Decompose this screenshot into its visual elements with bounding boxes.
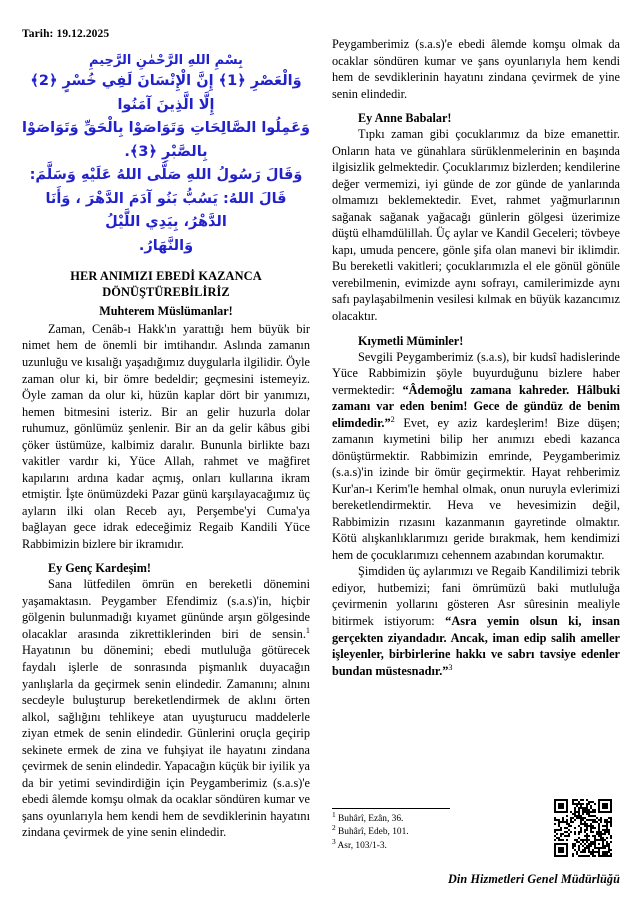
left-column <box>22 28 310 905</box>
paragraph-4 <box>332 349 620 564</box>
paragraph-2 <box>22 576 310 841</box>
page-title <box>22 269 310 301</box>
paragraph-4-part-a: Sevgili Peygamberimiz (s.a.s), bir kudsî hadislerinde Yüce Rabbimizin şöyle buyurduğunu bizlere haber vermektedir: <box>332 349 620 397</box>
right-column <box>332 28 620 905</box>
footnote-number: 1 <box>332 809 336 819</box>
paragraph-5 <box>332 563 620 679</box>
paragraph-2-part-a: Sana lütfedilen ömrün en bereketli dönemini yaşamaktasın. Peygamber Efendimiz (s.a.s)'in, hiçbir gölgenin bulunmadığı kıyamet gününde arşın gölgesinde olacaklar arasında zikrettiklerinden biri de sensin. <box>22 577 310 641</box>
footnote-text: Buhârî, Edeb, 101. <box>338 827 409 838</box>
hadith-line-2: وَالنَّهَارُ. <box>138 237 194 254</box>
date-label: Tarih: 19.12.2025 <box>22 28 110 40</box>
salutation-ey-genc-kardesim: Ey Genç Kardeşim! <box>48 561 151 576</box>
footnote-text: Buhârî, Ezân, 36. <box>338 813 404 824</box>
salutation-kiymetli-muminler: Kıymetli Müminler! <box>358 333 464 348</box>
qr-code-icon <box>554 799 612 857</box>
hadith-intro-line: وَقَالَ رَسُولُ اللهِ صَلَّى اللهُ عَلَيْهِ وَسَلَّمَ: <box>29 167 303 184</box>
footnote-divider <box>332 808 450 809</box>
footnote-marker-3: 3 <box>448 662 453 672</box>
salutation-muhterem-muslumanlar: Muhterem Müslümanlar! <box>99 303 233 318</box>
salutation-ey-anne-babalar: Ey Anne Babalar! <box>358 111 452 126</box>
paragraph-1: Zaman, Cenâb-ı Hakk'ın yarattığı hem büyük bir nimet hem de önemli bir imtihandır. Aslında zamanın uzunluğu ve kısalığı yaşadığımız duygularla ilgilidir. Öyle zaman olur ki, bir ömre bedeldir; geçmesini istemeyiz. Öyle zaman da olur ki, hüzün kaplar dört bir yanımızı, hemen bitmesini isteriz. Bir an gelir huzurla dolar ruhumuz, gönlümüz şenlenir. Bir an da gelir kâbus gibi çöker üstümüze, kalbimiz daralır. Bununla birlikte bazı vakitler vardır ki, Yüce Allah, rahmet ve mağfiret kapılarını ardına kadar açmış, onları kullarına ikram etmiştir. İşte önümüzdeki Pazar günü karşılayacağımız üç ayların ilki olan Receb ayı, Perşembe'yi Cuma'ya bağlayan gece idrak edeceğimiz Regaib Kandili Yüce Rabbimizin bizlere bir ikramıdır. <box>22 321 310 551</box>
kudsi-hadith-quote: “Âdemoğlu zamana kahreder. Hâlbuki zamanı var eden benim! Gece de gündüz de benim elimdedir.” <box>332 382 620 430</box>
arabic-scripture-block <box>22 54 310 258</box>
basmala-text: بِسْمِ اللهِ الرَّحْمٰنِ الرَّحِيمِ <box>89 53 243 68</box>
hadith-line-1: قَالَ اللهُ: يَسُبُّ بَنُو آدَمَ الدَّهْرَ ، وَأَنَا الدَّهْرُ، بِيَدِي اللَّيْلُ <box>45 190 287 231</box>
paragraph-2-continued: Peygamberimiz (s.a.s)'e ebedi âlemde komşu olmak da ocaklar söndüren kumar ve şans oyunlarıyla hem kendi hem de sevdiklerinin hayatını zindana çevirmek de yine senin elindedir. <box>332 37 620 101</box>
footnote-text: Asr, 103/1-3. <box>337 840 387 851</box>
signature-line: Din Hizmetleri Genel Müdürlüğü <box>448 872 620 886</box>
footnote-number: 3 <box>332 836 336 846</box>
ayah-line-1: وَالْعَصْرِ ﴿1﴾ إِنَّ الْإِنْسَانَ لَفِي خُسْرٍ ﴿2﴾ إِلَّا الَّذِينَ آمَنُوا <box>30 73 302 113</box>
footnote-marker-1: 1 <box>305 625 310 635</box>
paragraph-2-part-b: Hayatının bu dönemini; ebedi mutluluğa götürecek faydalı işlerle de sonrasında pişmanlık duyacağın yanlışlarla da geçirmek senin elindedir. Zamanını; alnını secdeyle buluşturup bereketlendirmek de aklını örten alkol, sağlığını tehlikeye atan uyuşturucu maddelerle ziyan etmek de senin elindedir. Günlerini oruçla geçirip sekinete ermek de zina ve fuhşiyat ile hayatını zindana çevirmek de senin elindedir. Yapacağın küçük bir iyilik ya da bir yetimi sevindirdiğin için Peygamberimiz (s.a.s)'e ebedi âlemde komşu olmak da ocaklar söndüren kumar ve şans oyunlarıyla hem kendi hem de sevdiklerinin hayatını zindana çevirmek de yine senin elindedir. <box>22 643 310 840</box>
footnote-marker-2: 2 <box>390 414 395 424</box>
ayah-line-2: وَعَمِلُوا الصَّالِحَاتِ وَتَوَاصَوْا بِالْحَقِّ وَتَوَاصَوْا بِالصَّبْرِ ﴿3﴾. <box>22 120 310 160</box>
paragraph-4-part-b: Evet, ey aziz kardeşlerim! Bize düşen; zamanın kıymetini bilip her anımızı ebedi kazanca dönüştürmektir. Rabbimizin emrinde, Peygamberimiz (s.a.s)'in izinde bir ömür geçirmektir. Hayat rehberimiz Kur'an-ı Kerim'le hemhal olmak, onun nuruyla evlerimizi bereketlendirmektir. Heva ve hevesimizin değil, Rabbimizin rızasını kazanmanın gayretinde olmaktır. Kötü alışkanlıklarımızı geride bırakmak, hem kendimizi hem de çocuklarımızı cehennem azabından korumaktır. <box>332 415 620 562</box>
page-title-line-2: DÖNÜŞTÜREBİLİRİZ <box>102 285 230 300</box>
paragraph-3: Tıpkı zaman gibi çocuklarımız da bize emanettir. Onların hata ve günahlara sürüklenmelerinin en başında ilgisizlik gelmektedir. Çocuklarımız bizlerden; kendilerine değer vermemizi, iyi günde de zor günde de yanlarında olmamızı beklemektedir. Evet, rahmet yağmurlarının sağanak sağanak yağacağı günlerin gölgesi üzerimize düştü elhamdülillah. Üç aylar ve Kandil Geceleri; tövbeye kapı, umuda pencere, gönle şifa olan manevi bir iklimdir. Bu bereketli vakitleri; çocuklarımızla el ele gönül gönüle verebilmenin, evimizde aynı sofrayı, camilerimizde aynı safı paylaşabilmenin vesilesi kılmak en büyük kazancımız olacaktır. <box>332 127 620 323</box>
asr-surah-quote: “Asra yemin olsun ki, insan gerçekten ziyandadır. Ancak, iman edip salih ameller işleyenler, birbirlerine hakkı ve sabrı tavsiye edenler bundan müstesnadır.” <box>332 614 620 678</box>
footnote-number: 2 <box>332 823 336 833</box>
page-title-line-1: HER ANIMIZI EBEDİ KAZANCA <box>70 269 262 284</box>
paragraph-5-part-a: Şimdiden üç aylarımızı ve Regaib Kandilimizi tebrik ediyor, hutbemizi; fani ömrümüzü baki mutluluğa çevirmenin yollarını gösteren Asr sûresinin mealiyle bitirmek istiyorum: <box>332 564 620 628</box>
